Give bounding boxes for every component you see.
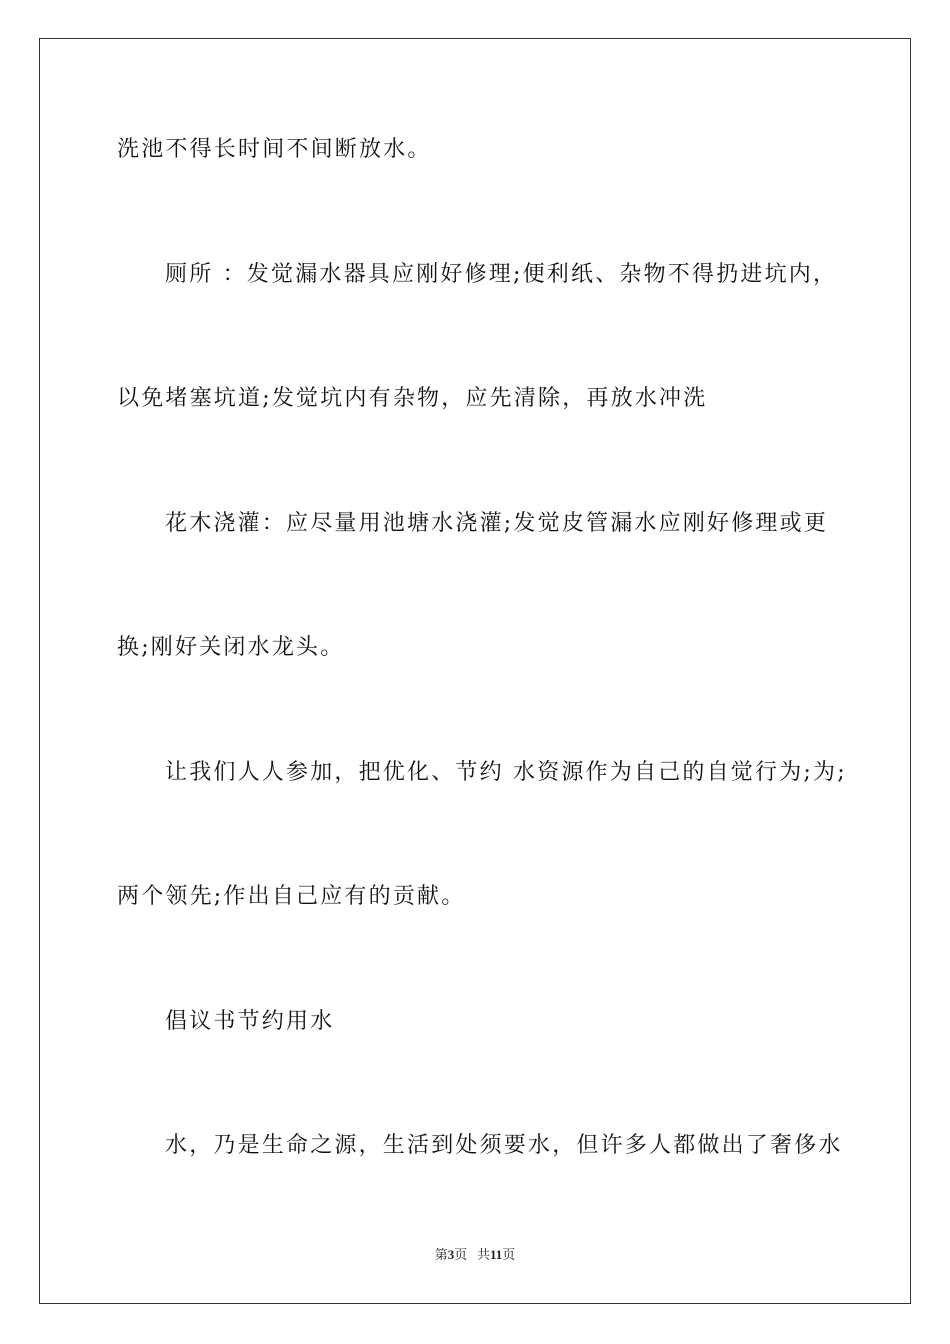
section-heading: 倡议书节约用水 bbox=[165, 1009, 335, 1034]
paragraph-line-6: 让我们人人参加，把优化、节约 水资源作为自己的自觉行为;为; bbox=[165, 760, 847, 785]
current-page-number: 3 bbox=[447, 1247, 455, 1262]
page-border bbox=[39, 38, 911, 1304]
footer-page-suffix: 页 bbox=[454, 1247, 468, 1262]
total-pages-number: 11 bbox=[489, 1247, 503, 1262]
footer-total-prefix: 共 bbox=[476, 1247, 490, 1262]
footer-total-suffix: 页 bbox=[502, 1247, 516, 1262]
paragraph-line-1: 洗池不得长时间不间断放水。 bbox=[117, 137, 432, 162]
paragraph-line-5: 换;刚好关闭水龙头。 bbox=[117, 635, 345, 660]
page-footer bbox=[0, 1246, 950, 1264]
footer-prefix: 第 bbox=[434, 1247, 448, 1262]
paragraph-line-7: 两个领先;作出自己应有的贡献。 bbox=[117, 884, 466, 909]
paragraph-line-3: 以免堵塞坑道;发觉坑内有杂物，应先清除，再放水冲洗 bbox=[117, 386, 708, 411]
paragraph-line-2: 厕所 ：发觉漏水器具应刚好修理;便利纸、杂物不得扔进坑内， bbox=[165, 262, 838, 287]
paragraph-line-9: 水，乃是生命之源，生活到处须要水，但许多人都做出了奢侈水 bbox=[165, 1133, 843, 1158]
paragraph-line-4: 花木浇灌：应尽量用池塘水浇灌;发觉皮管漏水应刚好修理或更 bbox=[165, 511, 829, 536]
